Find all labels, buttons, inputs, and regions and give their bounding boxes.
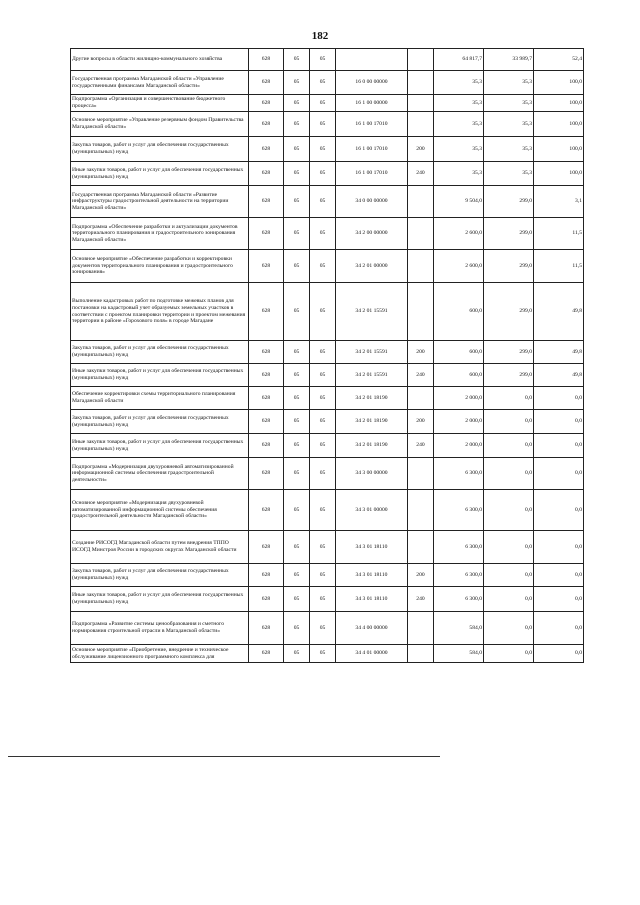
row-section-cell: 05	[284, 186, 310, 218]
row-subsection-cell: 05	[310, 71, 336, 95]
row-plan-amount-cell: 6 300,0	[434, 531, 484, 564]
row-actual-amount-cell: 35,3	[484, 112, 534, 137]
row-target-article-cell: 34 2 01 15591	[336, 364, 408, 387]
row-actual-amount-cell: 0,0	[484, 458, 534, 490]
row-subsection-cell: 05	[310, 218, 336, 250]
row-subsection-cell: 05	[310, 434, 336, 458]
row-percent-cell: 49,8	[534, 364, 584, 387]
row-plan-amount-cell: 6 300,0	[434, 564, 484, 587]
row-expense-type-cell: 200	[408, 564, 434, 587]
row-subsection-cell: 05	[310, 387, 336, 410]
row-grbs-cell: 628	[249, 387, 284, 410]
row-expense-type-cell	[408, 250, 434, 283]
row-percent-cell: 52,4	[534, 49, 584, 71]
row-target-article-cell: 34 0 00 00000	[336, 186, 408, 218]
row-section-cell: 05	[284, 410, 310, 434]
table-row	[71, 186, 584, 218]
row-grbs-cell: 628	[249, 587, 284, 612]
row-subsection-cell: 05	[310, 458, 336, 490]
row-subsection-cell: 05	[310, 490, 336, 531]
row-subsection-cell: 05	[310, 612, 336, 645]
table-row	[71, 364, 584, 387]
row-section-cell: 05	[284, 95, 310, 112]
table-row	[71, 434, 584, 458]
row-actual-amount-cell: 299,0	[484, 186, 534, 218]
row-percent-cell: 0,0	[534, 490, 584, 531]
row-section-cell: 05	[284, 49, 310, 71]
row-target-article-cell: 16 0 00 00000	[336, 71, 408, 95]
row-expense-type-cell: 240	[408, 434, 434, 458]
table-row	[71, 71, 584, 95]
row-percent-cell: 3,1	[534, 186, 584, 218]
row-actual-amount-cell: 0,0	[484, 410, 534, 434]
row-subsection-cell: 05	[310, 364, 336, 387]
row-percent-cell: 100,0	[534, 71, 584, 95]
row-name-cell: Другие вопросы в области жилищно-коммунального хозяйства	[71, 49, 249, 71]
row-grbs-cell: 628	[249, 49, 284, 71]
table-row	[71, 112, 584, 137]
row-percent-cell: 0,0	[534, 458, 584, 490]
row-grbs-cell: 628	[249, 612, 284, 645]
row-name-cell: Иные закупки товаров, работ и услуг для обеспечения государственных (муниципальных) нужд	[71, 434, 249, 458]
row-expense-type-cell	[408, 387, 434, 410]
footer-rule	[8, 756, 440, 757]
row-name-cell: Иные закупки товаров, работ и услуг для обеспечения государственных (муниципальных) нужд	[71, 587, 249, 612]
row-expense-type-cell	[408, 218, 434, 250]
row-target-article-cell: 34 2 01 18190	[336, 410, 408, 434]
row-section-cell: 05	[284, 283, 310, 341]
row-target-article-cell: 34 2 01 00000	[336, 250, 408, 283]
row-section-cell: 05	[284, 587, 310, 612]
row-expense-type-cell	[408, 458, 434, 490]
row-grbs-cell: 628	[249, 112, 284, 137]
row-percent-cell: 0,0	[534, 587, 584, 612]
row-expense-type-cell	[408, 95, 434, 112]
row-plan-amount-cell: 35,3	[434, 95, 484, 112]
row-section-cell: 05	[284, 531, 310, 564]
row-section-cell: 05	[284, 564, 310, 587]
row-grbs-cell: 628	[249, 458, 284, 490]
row-section-cell: 05	[284, 341, 310, 364]
row-target-article-cell: 34 2 01 18190	[336, 434, 408, 458]
row-name-cell: Закупка товаров, работ и услуг для обеспечения государственных (муниципальных) нужд	[71, 341, 249, 364]
row-name-cell: Иные закупки товаров, работ и услуг для обеспечения государственных (муниципальных) нужд	[71, 162, 249, 186]
row-name-cell: Основное мероприятие «Модернизация двухуровневой автоматизированной информационной системы обеспечения градостроительной деятельности Магаданской области»	[71, 490, 249, 531]
row-plan-amount-cell: 2 000,0	[434, 410, 484, 434]
row-percent-cell: 11,5	[534, 218, 584, 250]
row-actual-amount-cell: 299,0	[484, 250, 534, 283]
row-actual-amount-cell: 299,0	[484, 341, 534, 364]
table-row	[71, 531, 584, 564]
row-name-cell: Закупка товаров, работ и услуг для обеспечения государственных (муниципальных) нужд	[71, 410, 249, 434]
row-expense-type-cell: 200	[408, 341, 434, 364]
row-plan-amount-cell: 6 300,0	[434, 490, 484, 531]
row-section-cell: 05	[284, 218, 310, 250]
row-actual-amount-cell: 299,0	[484, 364, 534, 387]
row-actual-amount-cell: 0,0	[484, 612, 534, 645]
row-expense-type-cell	[408, 612, 434, 645]
row-actual-amount-cell: 35,3	[484, 95, 534, 112]
row-percent-cell: 0,0	[534, 434, 584, 458]
row-section-cell: 05	[284, 434, 310, 458]
table-row	[71, 612, 584, 645]
row-grbs-cell: 628	[249, 341, 284, 364]
row-section-cell: 05	[284, 490, 310, 531]
row-percent-cell: 0,0	[534, 387, 584, 410]
row-expense-type-cell	[408, 283, 434, 341]
row-subsection-cell: 05	[310, 137, 336, 162]
row-plan-amount-cell: 584,0	[434, 612, 484, 645]
row-grbs-cell: 628	[249, 95, 284, 112]
row-plan-amount-cell: 2 000,0	[434, 387, 484, 410]
row-plan-amount-cell: 35,3	[434, 112, 484, 137]
table-row	[71, 387, 584, 410]
row-subsection-cell: 05	[310, 283, 336, 341]
row-target-article-cell: 16 1 00 17010	[336, 137, 408, 162]
row-expense-type-cell	[408, 186, 434, 218]
row-name-cell: Подпрограмма «Развитие системы ценообразования и сметного нормирования строительной отрасли в Магаданской области»	[71, 612, 249, 645]
row-actual-amount-cell: 0,0	[484, 531, 534, 564]
row-plan-amount-cell: 64 817,7	[434, 49, 484, 71]
row-grbs-cell: 628	[249, 410, 284, 434]
row-target-article-cell: 34 2 01 18190	[336, 387, 408, 410]
row-section-cell: 05	[284, 458, 310, 490]
row-plan-amount-cell: 9 504,0	[434, 186, 484, 218]
row-plan-amount-cell: 2 600,0	[434, 250, 484, 283]
row-expense-type-cell	[408, 49, 434, 71]
table-row	[71, 341, 584, 364]
row-percent-cell: 100,0	[534, 95, 584, 112]
row-plan-amount-cell: 35,3	[434, 137, 484, 162]
row-actual-amount-cell: 0,0	[484, 645, 534, 663]
row-actual-amount-cell: 35,3	[484, 137, 534, 162]
row-target-article-cell: 34 2 01 15591	[336, 283, 408, 341]
row-grbs-cell: 628	[249, 250, 284, 283]
row-percent-cell: 0,0	[534, 612, 584, 645]
table-row	[71, 410, 584, 434]
row-percent-cell: 0,0	[534, 531, 584, 564]
row-target-article-cell: 34 3 01 00000	[336, 490, 408, 531]
row-subsection-cell: 05	[310, 162, 336, 186]
row-name-cell: Создание РИСОГД Магаданской области путем внедрения ТППО ИСОГД Минстроя России в городских округах Магаданской области	[71, 531, 249, 564]
row-name-cell: Выполнение кадастровых работ по подготовке межевых планов для постановки на кадастровый учет образуемых земельных участков в соответствии с проектом планировки территории и проектом межевания территории в районе «Горохового поля» в городе Магадане	[71, 283, 249, 341]
row-percent-cell: 100,0	[534, 112, 584, 137]
row-percent-cell: 49,8	[534, 283, 584, 341]
row-name-cell: Обеспечение корректировки схемы территориального планирования Магаданской области	[71, 387, 249, 410]
row-grbs-cell: 628	[249, 490, 284, 531]
row-plan-amount-cell: 6 300,0	[434, 587, 484, 612]
row-plan-amount-cell: 2 600,0	[434, 218, 484, 250]
row-percent-cell: 0,0	[534, 410, 584, 434]
row-actual-amount-cell: 0,0	[484, 587, 534, 612]
row-percent-cell: 11,5	[534, 250, 584, 283]
table-row	[71, 49, 584, 71]
row-target-article-cell: 34 3 01 18110	[336, 587, 408, 612]
row-actual-amount-cell: 0,0	[484, 434, 534, 458]
row-actual-amount-cell: 0,0	[484, 564, 534, 587]
row-name-cell: Государственная программа Магаданской области «Развитие инфраструктуры градостроительной деятельности на территории Магаданской области»	[71, 186, 249, 218]
row-grbs-cell: 628	[249, 283, 284, 341]
row-percent-cell: 49,8	[534, 341, 584, 364]
row-name-cell: Основное мероприятие «Управление резервным фондом Правительства Магаданской области»	[71, 112, 249, 137]
table-row	[71, 587, 584, 612]
row-section-cell: 05	[284, 364, 310, 387]
row-plan-amount-cell: 2 000,0	[434, 434, 484, 458]
row-plan-amount-cell: 35,3	[434, 162, 484, 186]
row-subsection-cell: 05	[310, 250, 336, 283]
row-name-cell: Закупка товаров, работ и услуг для обеспечения государственных (муниципальных) нужд	[71, 137, 249, 162]
row-plan-amount-cell: 6 300,0	[434, 458, 484, 490]
row-grbs-cell: 628	[249, 162, 284, 186]
row-expense-type-cell	[408, 112, 434, 137]
table-row	[71, 283, 584, 341]
row-name-cell: Подпрограмма «Модернизация двухуровневой автоматизированной информационной системы обеспечения градостроительной деятельности»	[71, 458, 249, 490]
row-grbs-cell: 628	[249, 645, 284, 663]
row-subsection-cell: 05	[310, 531, 336, 564]
budget-table	[70, 48, 584, 663]
row-plan-amount-cell: 600,0	[434, 341, 484, 364]
row-section-cell: 05	[284, 162, 310, 186]
row-subsection-cell: 05	[310, 341, 336, 364]
row-plan-amount-cell: 600,0	[434, 283, 484, 341]
row-grbs-cell: 628	[249, 531, 284, 564]
row-grbs-cell: 628	[249, 218, 284, 250]
row-section-cell: 05	[284, 612, 310, 645]
table-row	[71, 250, 584, 283]
row-expense-type-cell	[408, 645, 434, 663]
row-expense-type-cell: 240	[408, 162, 434, 186]
row-expense-type-cell	[408, 490, 434, 531]
table-row	[71, 645, 584, 663]
row-target-article-cell: 34 2 01 15591	[336, 341, 408, 364]
table-body	[71, 49, 584, 663]
row-name-cell: Основное мероприятие «Обеспечение разработки и корректировки документов территориального планирования и градостроительного зонирования»	[71, 250, 249, 283]
row-expense-type-cell: 240	[408, 587, 434, 612]
row-target-article-cell: 34 4 00 00000	[336, 612, 408, 645]
row-name-cell: Подпрограмма «Организация и совершенствование бюджетного процесса»	[71, 95, 249, 112]
row-section-cell: 05	[284, 645, 310, 663]
row-subsection-cell: 05	[310, 645, 336, 663]
row-target-article-cell: 34 3 00 00000	[336, 458, 408, 490]
row-target-article-cell: 34 4 01 00000	[336, 645, 408, 663]
table-row	[71, 137, 584, 162]
row-name-cell: Государственная программа Магаданской области «Управление государственными финансами Магаданской области»	[71, 71, 249, 95]
row-subsection-cell: 05	[310, 186, 336, 218]
row-subsection-cell: 05	[310, 564, 336, 587]
table-row	[71, 458, 584, 490]
row-name-cell: Иные закупки товаров, работ и услуг для обеспечения государственных (муниципальных) нужд	[71, 364, 249, 387]
row-section-cell: 05	[284, 71, 310, 95]
row-grbs-cell: 628	[249, 137, 284, 162]
row-subsection-cell: 05	[310, 410, 336, 434]
row-percent-cell: 0,0	[534, 564, 584, 587]
row-expense-type-cell: 240	[408, 364, 434, 387]
row-target-article-cell: 16 1 00 17010	[336, 112, 408, 137]
table-row	[71, 95, 584, 112]
row-plan-amount-cell: 600,0	[434, 364, 484, 387]
table-row	[71, 564, 584, 587]
row-target-article-cell: 34 2 00 00000	[336, 218, 408, 250]
row-target-article-cell: 16 1 00 00000	[336, 95, 408, 112]
row-name-cell: Основное мероприятие «Приобретение, внедрение и техническое обслуживание лицензионного программного комплекса для	[71, 645, 249, 663]
row-section-cell: 05	[284, 387, 310, 410]
row-grbs-cell: 628	[249, 186, 284, 218]
row-subsection-cell: 05	[310, 587, 336, 612]
row-expense-type-cell: 200	[408, 137, 434, 162]
row-plan-amount-cell: 35,3	[434, 71, 484, 95]
row-percent-cell: 0,0	[534, 645, 584, 663]
row-subsection-cell: 05	[310, 49, 336, 71]
row-subsection-cell: 05	[310, 95, 336, 112]
row-actual-amount-cell: 35,3	[484, 71, 534, 95]
row-section-cell: 05	[284, 112, 310, 137]
row-actual-amount-cell: 299,0	[484, 218, 534, 250]
row-name-cell: Закупка товаров, работ и услуг для обеспечения государственных (муниципальных) нужд	[71, 564, 249, 587]
table-row	[71, 218, 584, 250]
row-target-article-cell: 34 3 01 18110	[336, 564, 408, 587]
row-target-article-cell: 34 3 01 18110	[336, 531, 408, 564]
table-row	[71, 162, 584, 186]
row-grbs-cell: 628	[249, 364, 284, 387]
row-actual-amount-cell: 0,0	[484, 387, 534, 410]
row-actual-amount-cell: 0,0	[484, 490, 534, 531]
row-grbs-cell: 628	[249, 434, 284, 458]
row-name-cell: Подпрограмма «Обеспечение разработки и актуализации документов территориального планирования и градостроительного зонирования Магаданской области»	[71, 218, 249, 250]
row-expense-type-cell: 200	[408, 410, 434, 434]
row-section-cell: 05	[284, 137, 310, 162]
row-target-article-cell	[336, 49, 408, 71]
row-section-cell: 05	[284, 250, 310, 283]
row-expense-type-cell	[408, 71, 434, 95]
row-target-article-cell: 16 1 00 17010	[336, 162, 408, 186]
row-actual-amount-cell: 35,3	[484, 162, 534, 186]
row-expense-type-cell	[408, 531, 434, 564]
row-actual-amount-cell: 33 989,7	[484, 49, 534, 71]
table-row	[71, 490, 584, 531]
row-percent-cell: 100,0	[534, 137, 584, 162]
row-plan-amount-cell: 584,0	[434, 645, 484, 663]
row-grbs-cell: 628	[249, 71, 284, 95]
row-actual-amount-cell: 299,0	[484, 283, 534, 341]
row-grbs-cell: 628	[249, 564, 284, 587]
row-subsection-cell: 05	[310, 112, 336, 137]
page-number: 182	[311, 30, 329, 42]
row-percent-cell: 100,0	[534, 162, 584, 186]
